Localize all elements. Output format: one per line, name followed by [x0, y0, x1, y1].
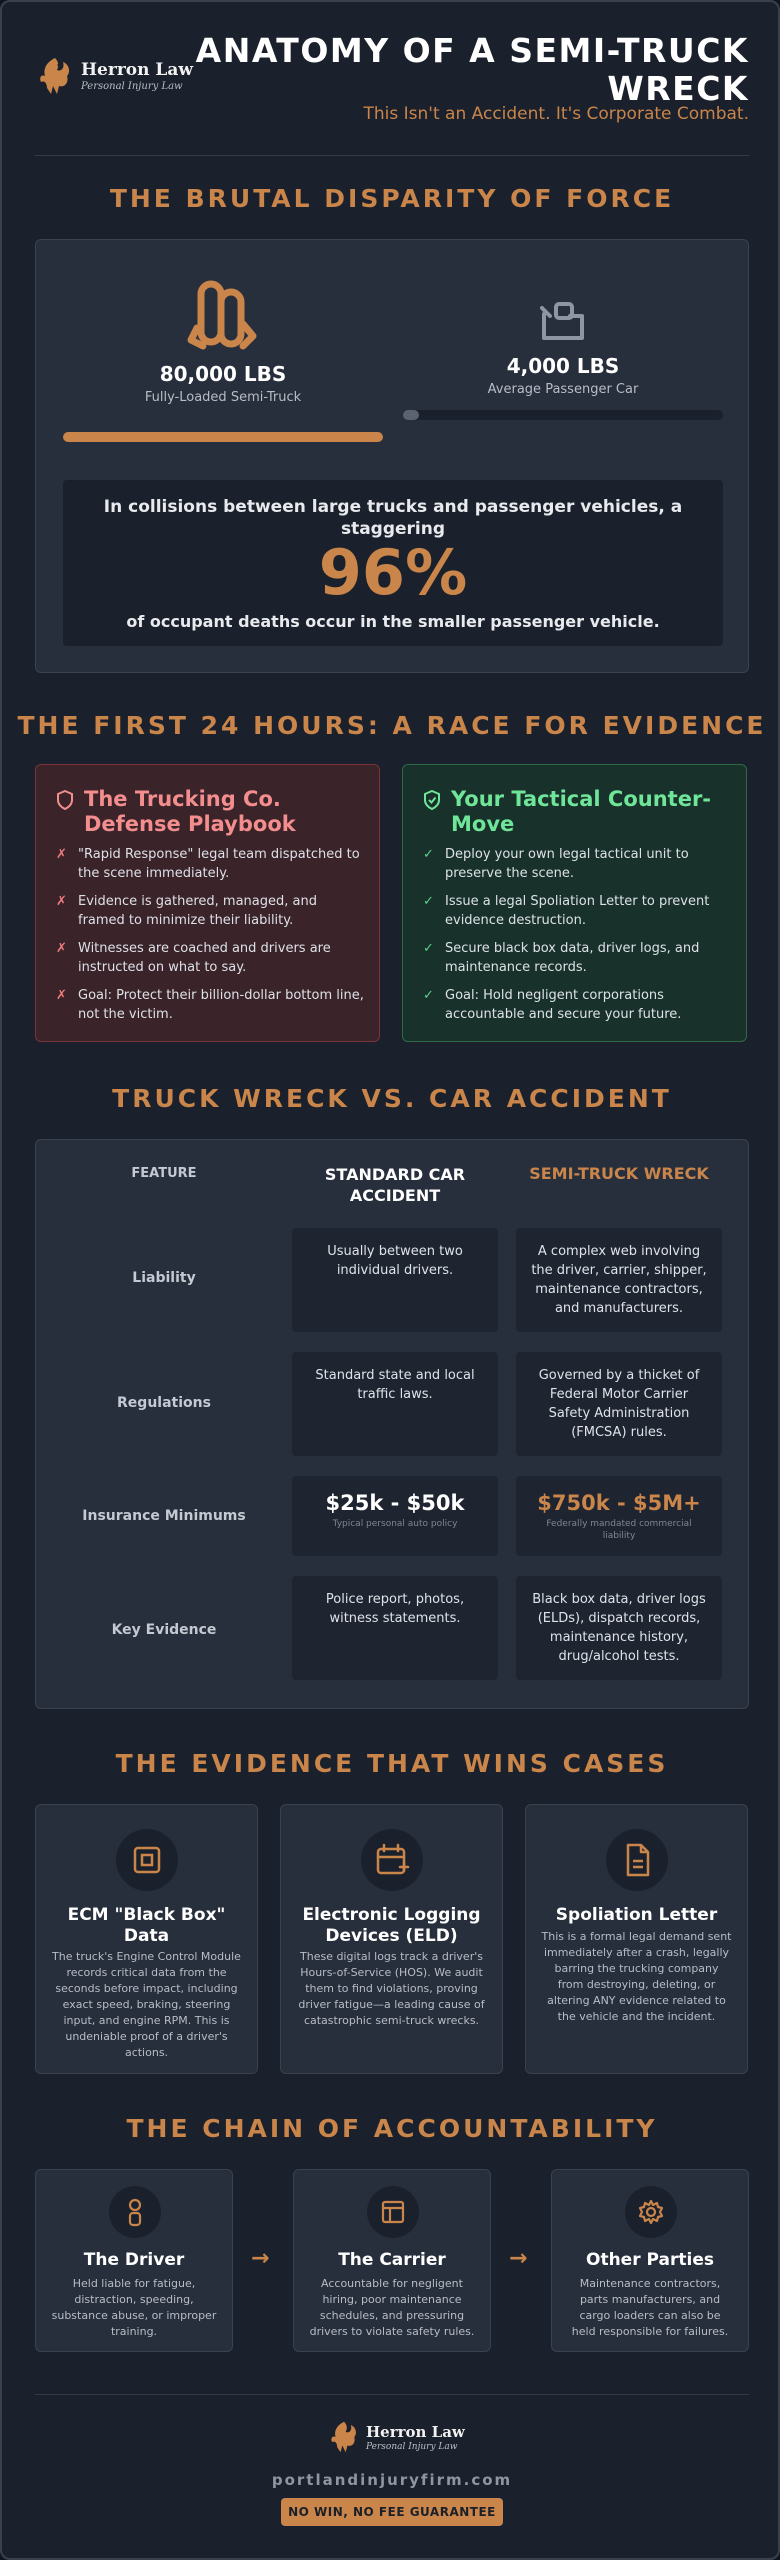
cell-truck-liability: A complex web involving the driver, carrier, shipper, maintenance contractors, and manufacturers.: [516, 1228, 722, 1332]
evidence-card-desc: These digital logs track a driver's Hours-of-Service (HOS). We audit them to find violations, proving driver fatigue—a leading cause of catastrophic semi-truck wrecks.: [298, 1950, 485, 2027]
chain-arrow-icon: →: [251, 2246, 270, 2271]
truck-weight: [63, 278, 383, 405]
calendar-plus-icon: [361, 1829, 423, 1891]
evidence-card-title: Electronic Logging Devices (ELD): [302, 1905, 481, 1946]
footer-brand-name: Herron Law: [366, 2422, 465, 2441]
list-item: ✓ Deploy your own legal tactical unit to preserve the scene.: [423, 847, 689, 881]
cell-truck-regulations: Governed by a thicket of Federal Motor Carrier Safety Administration (FMCSA) rules.: [516, 1352, 722, 1456]
cell-car-evidence: Police report, photos, witness statements.: [292, 1576, 498, 1680]
hours-section-title: THE FIRST 24 HOURS: A RACE FOR EVIDENCE: [17, 711, 767, 740]
x-mark-icon: ✗: [56, 941, 67, 956]
check-mark-icon: ✓: [423, 941, 434, 956]
car-weight: [403, 298, 723, 397]
cell-car-liability: Usually between two individual drivers.: [292, 1228, 498, 1332]
fatality-stat-percent: 96%: [318, 536, 468, 609]
list-item: ✗ "Rapid Response" legal team dispatched to the scene immediately.: [56, 847, 360, 881]
chip-icon: [116, 1829, 178, 1891]
truck-weight-label: Fully-Loaded Semi-Truck: [144, 390, 302, 405]
car-icon: [536, 298, 590, 346]
chain-card-carrier: [293, 2169, 491, 2352]
chain-arrow-icon: →: [509, 2246, 528, 2271]
truck-weight-value: 80,000 LBS: [159, 362, 287, 386]
x-mark-icon: ✗: [56, 894, 67, 909]
check-mark-icon: ✓: [423, 988, 434, 1003]
truck-weight-bar: [63, 432, 383, 442]
cell-car-regulations: Standard state and local traffic laws.: [292, 1352, 498, 1456]
check-mark-icon: ✓: [423, 847, 434, 862]
check-mark-icon: ✓: [423, 894, 434, 909]
evidence-section-title: THE EVIDENCE THAT WINS CASES: [115, 1749, 669, 1778]
chain-card-other-parties: [551, 2169, 749, 2352]
evidence-card-title: ECM "Black Box" Data: [67, 1905, 226, 1946]
footer-brand-logo[interactable]: [327, 2418, 465, 2456]
car-insurance-amount: $25k - $50k: [325, 1491, 465, 1515]
column-header-car: STANDARD CAR ACCIDENT: [324, 1165, 466, 1205]
counter-move-card: [402, 764, 747, 1042]
list-item: ✗ Evidence is gathered, managed, and framed to minimize their liability.: [56, 894, 317, 928]
chain-card-driver: [35, 2169, 233, 2352]
person-icon: [109, 2186, 161, 2238]
row-feature-liability: Liability: [132, 1270, 196, 1286]
defense-playbook-list: [56, 845, 366, 1033]
fatality-stat: [63, 480, 723, 646]
row-feature-insurance: Insurance Minimums: [82, 1508, 246, 1524]
window-icon: [367, 2186, 419, 2238]
column-header-feature: FEATURE: [131, 1166, 197, 1181]
evidence-card-title: Spoliation Letter: [555, 1905, 718, 1925]
griffin-logo-icon: [35, 54, 75, 98]
evidence-icon-circle: [116, 1829, 178, 1891]
car-insurance-note: Typical personal auto policy: [332, 1519, 458, 1529]
footer-brand-tagline: Personal Injury Law: [366, 2441, 458, 2452]
chain-section-title: THE CHAIN OF ACCOUNTABILITY: [126, 2114, 658, 2143]
chain-card-desc: Accountable for negligent hiring, poor maintenance schedules, and pressuring drivers to violate safety rules.: [309, 2277, 475, 2338]
truck-insurance-note: Federally mandated commercial liability: [546, 1519, 692, 1541]
page-subtitle: This Isn't an Accident. It's Corporate Combat.: [363, 104, 749, 124]
document-icon: [606, 1829, 668, 1891]
truck-icon: [185, 278, 261, 358]
force-panel: [35, 239, 749, 673]
footer-divider: [35, 2394, 749, 2395]
defense-playbook-title: The Trucking Co. Defense Playbook: [84, 787, 296, 836]
griffin-logo-icon: [327, 2418, 361, 2456]
brand-name: Herron Law: [81, 60, 194, 80]
car-weight-label: Average Passenger Car: [487, 382, 639, 397]
chain-card-title: The Driver: [83, 2250, 185, 2270]
defense-playbook-card: [35, 764, 380, 1042]
truck-insurance-amount: $750k - $5M+: [537, 1491, 701, 1515]
chain-card-desc: Held liable for fatigue, distraction, speeding, substance abuse, or improper training.: [51, 2277, 217, 2338]
header: [35, 30, 749, 155]
x-mark-icon: ✗: [56, 988, 67, 1003]
list-item: ✗ Witnesses are coached and drivers are instructed on what to say.: [56, 941, 331, 975]
chain-icon-circle: [625, 2186, 677, 2238]
website-link[interactable]: portlandinjuryfirm.com: [271, 2471, 513, 2489]
chain-icon-circle: [367, 2186, 419, 2238]
evidence-card-desc: This is a formal legal demand sent immediately after a crash, legally barring the trucking company from destroying, deleting, or altering ANY evidence related to the vehicle and the incident.: [541, 1930, 732, 2023]
list-item: ✓ Secure black box data, driver logs, and maintenance records.: [423, 941, 700, 975]
fatality-stat-tail: of occupant deaths occur in the smaller passenger vehicle.: [126, 612, 660, 631]
brand-tagline: Personal Injury Law: [81, 81, 183, 92]
cell-truck-evidence: Black box data, driver logs (ELDs), dispatch records, maintenance history, drug/alcohol tests.: [516, 1576, 722, 1680]
fatality-stat-lead: In collisions between large trucks and passenger vehicles, a staggering: [103, 497, 683, 539]
counter-move-list: [423, 845, 733, 1033]
counter-move-title: Your Tactical Counter-Move: [451, 787, 712, 836]
list-item: ✓ Goal: Hold negligent corporations accountable and secure your future.: [423, 988, 682, 1022]
x-mark-icon: ✗: [56, 847, 67, 862]
evidence-icon-circle: [361, 1829, 423, 1891]
evidence-card-ecm: [35, 1804, 258, 2074]
row-feature-evidence: Key Evidence: [111, 1622, 217, 1638]
cell-truck-insurance: [516, 1476, 722, 1556]
chain-card-title: Other Parties: [586, 2250, 714, 2270]
page-title: ANATOMY OF A SEMI-TRUCK WRECK: [195, 31, 749, 108]
list-item: ✗ Goal: Protect their billion-dollar bottom line, not the victim.: [56, 988, 364, 1022]
gear-icon: [625, 2186, 677, 2238]
evidence-card-eld: [280, 1804, 503, 2074]
evidence-icon-circle: [606, 1829, 668, 1891]
header-divider: [35, 155, 749, 156]
chain-icon-circle: [109, 2186, 161, 2238]
car-weight-bar-fill: [403, 410, 419, 420]
force-section-title: THE BRUTAL DISPARITY OF FORCE: [109, 184, 675, 213]
chain-card-desc: Maintenance contractors, parts manufacturers, and cargo loaders can also be held responsible for failures.: [571, 2277, 729, 2338]
compare-section-title: TRUCK WRECK VS. CAR ACCIDENT: [112, 1084, 672, 1113]
list-item: ✓ Issue a legal Spoliation Letter to prevent evidence destruction.: [423, 894, 710, 928]
cell-car-insurance: [292, 1476, 498, 1556]
column-header-truck: SEMI-TRUCK WRECK: [529, 1164, 709, 1183]
brand-logo[interactable]: [35, 54, 193, 98]
shield-icon: [56, 790, 74, 810]
car-weight-value: 4,000 LBS: [506, 354, 620, 378]
comparison-table: [35, 1139, 749, 1709]
evidence-card-desc: The truck's Engine Control Module records critical data from the seconds before impact, including exact speed, braking, steering input, and engine RPM. This is undeniable proof of a driver's actions.: [52, 1950, 241, 2059]
car-weight-bar: [403, 410, 723, 420]
guarantee-badge: NO WIN, NO FEE GUARANTEE: [281, 2498, 503, 2526]
row-feature-regulations: Regulations: [117, 1395, 211, 1411]
chain-card-title: The Carrier: [338, 2250, 446, 2270]
shield-check-icon: [423, 790, 441, 810]
evidence-card-spoliation: [525, 1804, 748, 2074]
truck-weight-bar-fill: [63, 432, 383, 442]
